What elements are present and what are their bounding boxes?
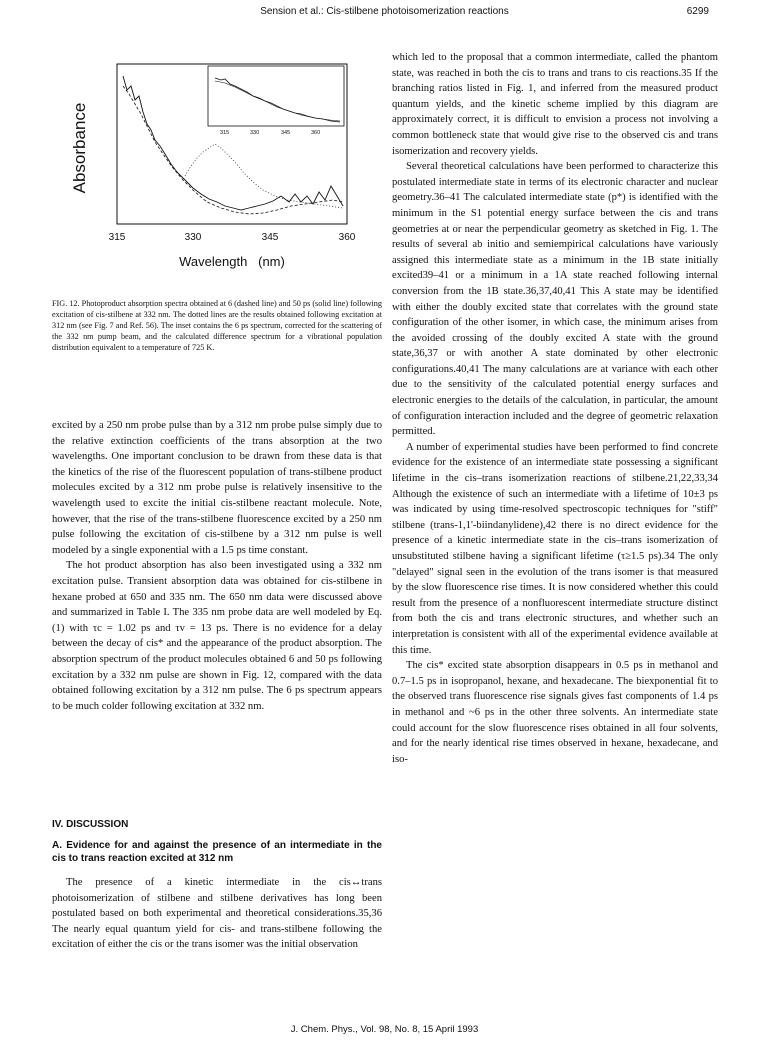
inset-calculated-spectrum [215, 81, 340, 121]
y-axis-label: Absorbance [70, 102, 89, 194]
subsection-heading: A. Evidence for and against the presence of an intermediate in the cis to trans reaction excited at 312 nm [52, 840, 382, 864]
page-number: 6299 [686, 6, 709, 17]
paragraph: excited by a 250 nm probe pulse than by a 312 nm probe pulse simply due to the relative extinction coefficients of the trans absorption at the two wavelengths. One important conclusion to be drawn from these data is that the kinetics of the rise of the fluorescent population of trans-stilbene product molecules excited by a 312 nm probe pulse is relatively insensitive to the wavelength used to excite the initial cis-stilbene reactant molecule. Note, however, that the rise of the trans-stilbene fluorescence excited by a 250 nm pulse following the excitation of cis-stilbene by a 312 nm pulse is well modeled by a single exponential with a 1.5 ps time constant. [52, 420, 382, 556]
inset-tick-360: 360 [311, 130, 321, 136]
inset-tick-330: 330 [250, 130, 260, 136]
x-axis-ticks [109, 232, 356, 243]
inset-tick-315: 315 [220, 130, 230, 136]
figure-12 [65, 56, 365, 276]
discussion-section [52, 818, 382, 953]
x-tick-330: 330 [184, 232, 202, 243]
x-axis-label: Wavelength (nm) [179, 254, 285, 269]
paragraph: A number of experimental studies have been performed to find concrete evidence for the existence of an intermediate state possessing a significant lifetime in the cis–trans isomerization reactions of stilbene.21,22,33,34 Although the existence of such an intermediate with a lifetime of 10±3 ps was indicated by using time-resolved spectroscopic techniques for "stiff" stilbene (trans-1,1'-biindanylidene),42 there is no direct evidence for the presence of a kinetic intermediate state in the cis–trans isomerization of unsubstituted stilbene having a significant lifetime (τ≥1.5 ps).34 The only "delayed" signal seen in the evolution of the trans isomer is that measured by the slow fluorescence rise times. It is now considered whether this could result from the presence of a nonfluorescent intermediate structure distinct from both the cis and trans electronic structures, and whether such an interpretation is consistent with all of the experimental evidence available at this time. [392, 441, 718, 656]
plot-frame [117, 64, 347, 224]
figure-caption: FIG. 12. Photoproduct absorption spectra obtained at 6 (dashed line) and 50 ps (solid line) following excitation of cis-stilbene at 332 nm. The dotted lines are the results obtained following excitation at 312 nm (see Fig. 7 and Ref. 56). The inset contains the 6 ps spectrum, corrected for the scattering of the 332 nm pump beam, and the calculated difference spectrum for a vibrational population distribution equivalent to a temperature of 725 K. [52, 299, 382, 352]
paragraph: Several theoretical calculations have been performed to characterize this postulated intermediate state in terms of its electronic character and nuclear geometry.36–41 The calculated intermediate state (p*) is identified with the minimum in the S1 potential energy surface between the cis and trans geometries at or near the perpendicular geometry as sketched in Fig. 1. The results of several ab initio and semiempirical calculations have variously assigned this intermediate state as a minimum in the 1B state initially excited39–41 or a minimum in a 1A state reached following internal conversion from the 1B state.36,37,40,41 This A state may be identified with either the doubly excited state that correlates with the ground state configuration of the other isomer, in which case, the minimum arises from the avoided crossing of the doubly excited A state with the ground state,36,37 or with another A state dominated by other electronic configurations.40,41 The many calculations are at variance with each other due to the sensitivity of the calculated potential energy surfaces and electronic energies to the details of the calculation, in particular, the amount of configuration interaction included and the degree of geometric relaxation permitted. [392, 161, 718, 438]
paragraph: The hot product absorption has also been investigated using a 332 nm excitation pulse. Transient absorption data was obtained for cis-stilbene in hexane probed at 650 and 335 nm. The 650 nm data were discussed above and summarized in Table I. The 335 nm probe data are well modeled by Eq. (1) with τc = 1.02 ps and τv = 13 ps. There is no evidence for a delay between the decay of cis* and the appearance of the product absorption. The absorption spectrum of the product molecules obtained 6 and 50 ps following excitation by a 332 nm pulse are shown in Fig. 12, compared with the data obtained following excitation by a 312 nm pulse. The 6 ps spectrum appears to be much colder following excitation at 332 nm. [52, 560, 382, 712]
inset-corrected-spectrum [215, 78, 340, 122]
x-tick-345: 345 [261, 232, 279, 243]
left-column-body [52, 418, 382, 714]
x-tick-360: 360 [338, 232, 356, 243]
paragraph: which led to the proposal that a common intermediate, called the phantom state, was reached in both the cis to trans and trans to cis reactions.35 If the branching ratios listed in Fig. 1, and inferred from the measured product quantum yields, and the kinetic scheme implied by this diagram are approximately correct, it is difficult to envision a process not involving a common bottleneck state that would give rise to the observed cis and trans isomerization and recovery yields. [392, 52, 718, 157]
journal-footer: J. Chem. Phys., Vol. 98, No. 8, 15 April 1993 [290, 1024, 479, 1035]
running-title: Sension et al.: Cis-stilbene photoisomerization reactions [260, 6, 509, 17]
right-column-body [392, 50, 718, 767]
paragraph: The presence of a kinetic intermediate in the cis↔trans photoisomerization of stilbene and stilbene derivatives has long been postulated based on both experimental and theoretical considerations.35,36 The nearly equal quantum yield for cis- and trans-stilbene following the excitation of either the cis or the trans isomer was the initial observation [52, 877, 382, 951]
spectrum-6ps-dashed [123, 86, 343, 214]
inset-tick-345: 345 [281, 130, 291, 136]
paragraph: The cis* excited state absorption disappears in 0.5 ps in methanol and 0.7–1.5 ps in isopropanol, hexane, and hexadecane. The biexponential fit to the observed trans fluorescence rise signals gives fast components of 1.4 ps in methanol and ~6 ps in the other three solvents. An intermediate state could account for the slow fluorescence rises obtained in all four solvents, and for the nearly identical rise times observed in hexane, hexadecane, and iso- [392, 660, 718, 765]
inset-ticks [220, 130, 320, 136]
x-tick-315: 315 [108, 232, 126, 243]
section-heading: IV. DISCUSSION [52, 819, 129, 830]
inset-frame [208, 66, 344, 126]
